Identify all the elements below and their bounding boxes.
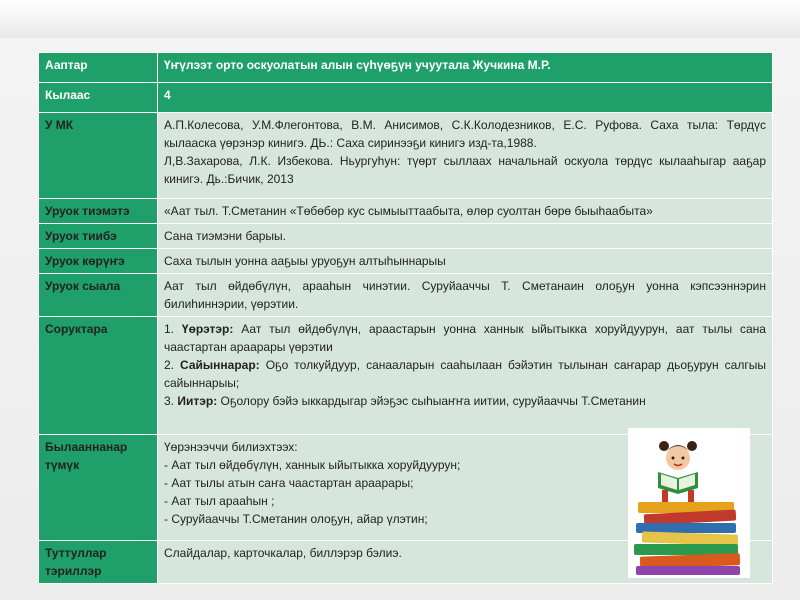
row-label-koruno: Уруок көрүҥэ xyxy=(39,249,158,274)
slide-top-band xyxy=(0,0,800,38)
task-item: 3. Иитэр: Оҕолору бэйэ ыккардыгар эйэҕэс сыһыаҥҥа иитии, суруйааччы Т.Сметанин xyxy=(164,394,646,408)
row-label-umk: У МК xyxy=(39,113,158,199)
row-value-kylaas: 4 xyxy=(158,83,773,113)
row-value-soruktara xyxy=(158,317,773,435)
umk-line: Л,В.Захарова, Л.К. Избекова. Ньургуһун: түөрт сыллаах начальнай оскуола төрдүс кылааһыгар ааҕар кинигэ. Дь.:Бичик, 2013 xyxy=(164,154,766,186)
table-row xyxy=(39,224,773,249)
outcome-line: - Суруйааччы Т.Сметанин олоҕун, айар үлэтин; xyxy=(164,512,428,526)
row-label-soruktara: Соруктара xyxy=(39,317,158,435)
table-row xyxy=(39,274,773,317)
row-value-temete: «Аат тыл. Т.Сметанин «Төбөбөр кус сымыыттаабыта, өлөр суолтан бөрө быыһаабыта» xyxy=(158,199,773,224)
row-label-temete: Уруок тиэмэтэ xyxy=(39,199,158,224)
row-label-bylaan: Былааннанар түмүк xyxy=(39,435,158,541)
row-value-syala: Аат тыл өйдөбүлүн, арааһын чинэтии. Суруйааччы Т. Сметанаин олоҕун уонна кэпсээннэрин билиһиннэрии, үөрэтии. xyxy=(158,274,773,317)
outcome-line: - Аат тылы атын саҥа чаастартан араарары; xyxy=(164,476,414,490)
table-row xyxy=(39,53,773,83)
outcome-line: - Аат тыл арааһын ; xyxy=(164,494,275,508)
row-value-tiibe: Сана тиэмэни барыы. xyxy=(158,224,773,249)
task-item: 1. Үөрэтэр: Аат тыл өйдөбүлүн, араастарын уонна ханнык ыйытыкка хоруйдуурун, аат тылы сана чаастартан араарары үөрэтии xyxy=(164,322,766,354)
table-row xyxy=(39,249,773,274)
table-row xyxy=(39,199,773,224)
table-row xyxy=(39,113,773,199)
row-label-aaptar: Ааптар xyxy=(39,53,158,83)
table-row xyxy=(39,83,773,113)
outcome-line: - Аат тыл өйдөбүлүн, ханнык ыйытыкка хоруйдуурун; xyxy=(164,458,461,472)
books-illustration xyxy=(628,428,750,578)
row-label-tuttullar: Туттуллар тэриллэр xyxy=(39,541,158,584)
stack-of-books-icon xyxy=(628,428,750,578)
row-label-kylaas: Кылаас xyxy=(39,83,158,113)
row-value-tuttullar: Слайдалар, карточкалар, биллэрэр бэлиэ. xyxy=(158,541,773,584)
row-label-tiibe: Уруок тиибэ xyxy=(39,224,158,249)
row-label-syala: Уруок сыала xyxy=(39,274,158,317)
outcome-line: Үөрэнээччи билиэхтээх: xyxy=(164,440,298,454)
umk-line: А.П.Колесова, У.М.Флегонтова, В.М. Анисимов, С.К.Колодезников, Е.С. Руфова. Саха тыла: Төрдүс кылааска үөрэнэр кинигэ. ДЬ.: Саха сиринээҕи кинигэ изд-та,1988. xyxy=(164,118,766,150)
row-value-umk xyxy=(158,113,773,199)
row-value-koruno: Саха тылын уонна ааҕыы уруоҕун алтыһыннарыы xyxy=(158,249,773,274)
row-value-aaptar: Үҥүлээт орто оскуолатын алын сүһүөҕүн учуутала Жучкина М.Р. xyxy=(158,53,773,83)
task-item: 2. Сайыннарар: Оҕо толкуйдуур, санааларын сааһылаан бэйэтин тылынан саҥарар дьоҕурун салгыы сайыннарыы; xyxy=(164,358,766,390)
table-row xyxy=(39,317,773,435)
